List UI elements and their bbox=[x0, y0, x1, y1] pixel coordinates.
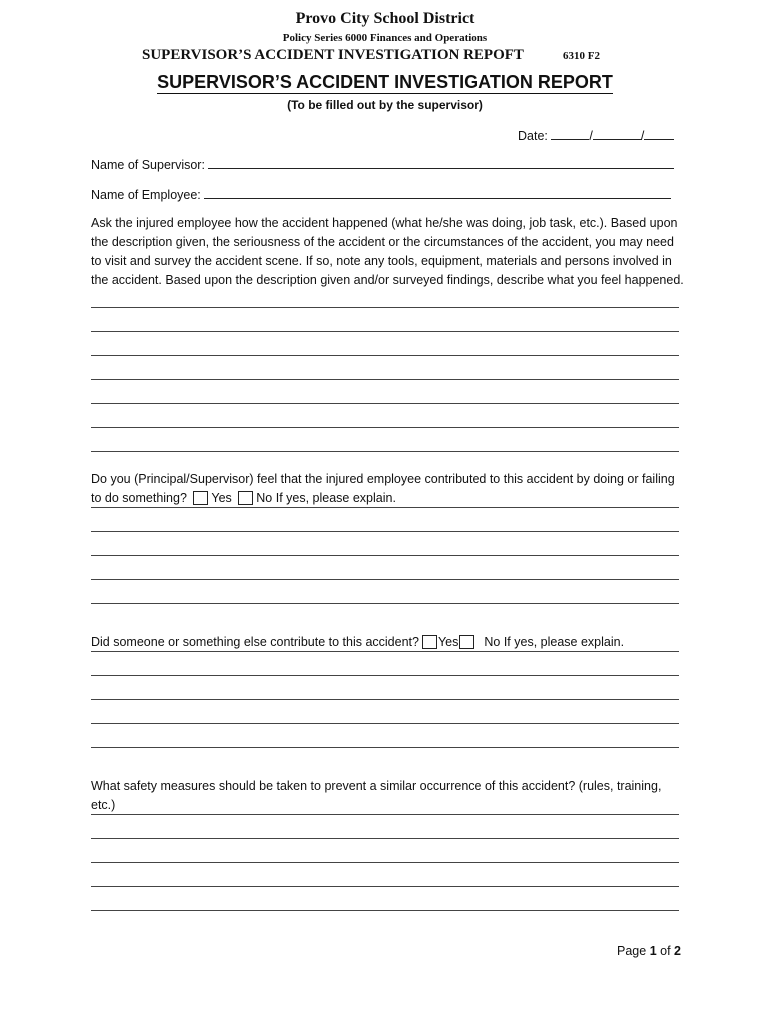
description-line[interactable] bbox=[91, 451, 679, 452]
description-line[interactable] bbox=[91, 403, 679, 404]
page-of: of bbox=[660, 944, 671, 958]
other-explain-line[interactable] bbox=[91, 651, 679, 652]
supervisor-label: Name of Supervisor: bbox=[91, 158, 205, 172]
employee-contributed-question bbox=[91, 470, 685, 508]
policy-series: Policy Series 6000 Finances and Operations bbox=[282, 32, 488, 44]
other-no-checkbox[interactable] bbox=[459, 635, 474, 649]
description-line[interactable] bbox=[91, 427, 679, 428]
policy-code: 6310 F2 bbox=[563, 50, 600, 62]
form-title-text: SUPERVISOR’S ACCIDENT INVESTIGATION REPORT bbox=[157, 72, 613, 92]
other-explain-line[interactable] bbox=[91, 699, 679, 700]
other-contributed-question bbox=[91, 633, 685, 652]
contributed-explain-line[interactable] bbox=[91, 555, 679, 556]
contributed-explain-line[interactable] bbox=[91, 579, 679, 580]
page-number bbox=[617, 944, 681, 958]
description-line[interactable] bbox=[91, 307, 679, 308]
other-explain-line[interactable] bbox=[91, 675, 679, 676]
safety-line[interactable] bbox=[91, 910, 679, 911]
safety-line[interactable] bbox=[91, 886, 679, 887]
other-contributed-text: Did someone or something else contribute to this accident? bbox=[91, 635, 419, 649]
date-separator-2: / bbox=[640, 129, 645, 143]
other-explain-line[interactable] bbox=[91, 747, 679, 748]
date-field[interactable] bbox=[518, 127, 674, 143]
safety-measures-question: What safety measures should be taken to prevent a similar occurrence of this accident? (rules, training, etc.) bbox=[91, 779, 662, 812]
other-yes-label: Yes bbox=[437, 635, 459, 649]
description-line[interactable] bbox=[91, 355, 679, 356]
contributed-explain-line[interactable] bbox=[91, 603, 679, 604]
employee-field[interactable] bbox=[91, 186, 671, 202]
form-subtitle: (To be filled out by the supervisor) bbox=[287, 98, 483, 112]
description-line[interactable] bbox=[91, 331, 679, 332]
contributed-no-label: No If yes, please explain. bbox=[256, 491, 396, 505]
supervisor-blank[interactable] bbox=[208, 156, 674, 169]
contributed-yes-label: Yes bbox=[211, 491, 232, 505]
description-instructions: Ask the injured employee how the accident happened (what he/she was doing, job task, etc.). Based upon the description given, the seriousness of the accident or the circumstances of the accident, you may need to visit and survey the accident scene. If so, note any tools, equipment, materials and persons involved in the accident. Based upon the description given and/or surveyed findings, describe what you feel happened. bbox=[91, 216, 684, 287]
safety-line[interactable] bbox=[91, 814, 679, 815]
description-line[interactable] bbox=[91, 379, 679, 380]
contributed-explain-line[interactable] bbox=[91, 507, 679, 508]
contributed-yes-checkbox[interactable] bbox=[193, 491, 208, 505]
other-explain-line[interactable] bbox=[91, 723, 679, 724]
employee-label: Name of Employee: bbox=[91, 188, 201, 202]
district-name: Provo City School District bbox=[295, 10, 475, 27]
safety-line[interactable] bbox=[91, 838, 679, 839]
header-report-title: SUPERVISOR’S ACCIDENT INVESTIGATION REPOFT bbox=[142, 47, 524, 63]
contributed-explain-line[interactable] bbox=[91, 531, 679, 532]
page-total: 2 bbox=[674, 944, 681, 958]
date-label: Date: bbox=[518, 129, 548, 143]
date-day-blank[interactable] bbox=[593, 127, 641, 140]
page-prefix: Page bbox=[617, 944, 647, 958]
date-separator-1: / bbox=[589, 129, 593, 143]
form-title bbox=[0, 72, 770, 93]
employee-contributed-text: Do you (Principal/Supervisor) feel that the injured employee contributed to this accident by doing or failing to do something? bbox=[91, 472, 675, 505]
page-current: 1 bbox=[649, 944, 657, 958]
header-title-row bbox=[0, 47, 770, 67]
safety-line[interactable] bbox=[91, 862, 679, 863]
employee-blank[interactable] bbox=[204, 186, 671, 199]
supervisor-field[interactable] bbox=[91, 156, 674, 172]
date-year-blank[interactable] bbox=[644, 127, 674, 140]
contributed-no-checkbox[interactable] bbox=[238, 491, 253, 505]
date-month-blank[interactable] bbox=[551, 127, 589, 140]
other-yes-checkbox[interactable] bbox=[422, 635, 437, 649]
other-no-label: No If yes, please explain. bbox=[484, 635, 625, 649]
